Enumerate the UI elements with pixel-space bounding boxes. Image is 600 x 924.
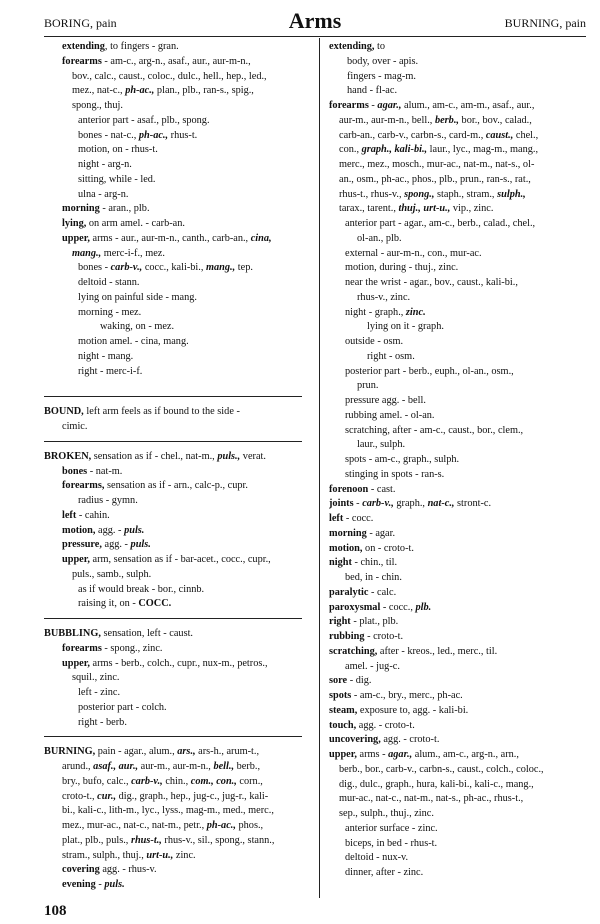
entry-line: upper, arms - agar., alum., am-c., arg-n., arn.,: [329, 749, 519, 760]
entry-line: extending, to: [329, 41, 386, 52]
entry-line: left - cocc.: [329, 513, 374, 524]
entry-line: left - zinc.: [78, 687, 121, 698]
entry-line: night - graph., zinc.: [345, 306, 426, 318]
right-column: [329, 40, 591, 881]
header-right-guide-word: BURNING, pain: [504, 16, 586, 30]
entry-line: mur-ac., nat-c., nat-m., nat-s., ph-ac., rhus-t.,: [339, 793, 524, 805]
entry-line: carb-an., carb-v., carbn-s., card-m., caust., chel.,: [339, 129, 539, 141]
entry-line: mez., nat-c., ph-ac., plan., plb., ran-s., spig.,: [72, 85, 254, 97]
entry-line: rubbing - croto-t.: [329, 631, 404, 642]
entry-line: touch, agg. - croto-t.: [329, 719, 415, 731]
entry-line: sep., sulph., thuj., zinc.: [339, 808, 434, 819]
entry-line: forenoon - cast.: [329, 483, 396, 495]
entry-line: left - cahin.: [62, 509, 110, 521]
entry-line: plat., plb., puls., rhus-t., rhus-v., sil., spong., stann.,: [62, 834, 275, 846]
entry-line: merc., mez., mosch., mur-ac., nat-m., nat-s., ol-: [339, 159, 535, 170]
entry-line: pressure agg. - bell.: [345, 395, 426, 406]
entry-line: scratching, after - kreos., led., merc., til.: [329, 645, 498, 657]
entry-line: posterior part - colch.: [78, 701, 167, 713]
entry-line: dig., dulc., graph., hura, kali-bi., kali-c., mang.,: [339, 778, 534, 790]
entry-line: paroxysmal - cocc., plb.: [329, 601, 432, 613]
entry-line: arund., asaf., aur., aur-m., aur-m-n., bell., berb.,: [62, 761, 261, 772]
entry-line: sitting, while - led.: [78, 173, 156, 185]
entry-line: sore - dig.: [329, 675, 372, 687]
entry-line: lying on painful side - mang.: [78, 291, 197, 303]
entry-line: uncovering, agg. - croto-t.: [329, 734, 440, 746]
entry-line: upper, arms - berb., colch., cupr., nux-m., petros.,: [62, 657, 268, 669]
entry-line: radius - gymn.: [78, 495, 138, 506]
entry-line: posterior part - berb., euph., ol-an., osm.,: [345, 365, 514, 377]
entry-line: stram., sulph., thuj., urt-u., zinc.: [62, 849, 196, 861]
entry-line: body, over - apis.: [347, 55, 419, 67]
spacer: [44, 379, 302, 390]
entry-line: forearms, sensation as if - arn., calc-p., cupr.: [62, 480, 248, 492]
entry-line: ol-an., plb.: [357, 232, 402, 244]
entry-line: motion, on - rhus-t.: [78, 144, 158, 156]
entry-line: stinging in spots - ran-s.: [345, 468, 445, 480]
entry-line: evening - puls.: [62, 879, 125, 890]
entry-line: deltoid - nux-v.: [345, 852, 409, 864]
entry-line: as if would break - bor., cinnb.: [78, 583, 205, 595]
entry-line: puls., samb., sulph.: [72, 568, 152, 580]
header-left-guide-word: BORING, pain: [44, 16, 117, 30]
entry-line: right - berb.: [78, 716, 127, 728]
entry-line: right - osm.: [367, 350, 415, 362]
entry-line: morning - aran., plb.: [62, 203, 150, 215]
entry-line: pressure, agg. - puls.: [62, 539, 151, 551]
entry-line: laur., sulph.: [357, 439, 406, 451]
entry-line: prun.: [357, 380, 379, 392]
entry-line: forearms - spong., zinc.: [62, 642, 163, 654]
entry-line: anterior part - agar., am-c., berb., calad., chel.,: [345, 218, 536, 229]
column-divider: [319, 38, 320, 898]
entry-line: BUBBLING, sensation, left - caust.: [44, 628, 194, 639]
entry-line: BURNING, pain - agar., alum., ars., ars-h., arum-t.,: [44, 746, 260, 758]
entry-line: extending, to fingers - gran.: [62, 41, 179, 52]
entry-line: berb., bor., carb-v., carbn-s., caust., colch., coloc.,: [339, 763, 544, 775]
entry-line: joints - carb-v., graph., nat-c., stront-c.: [329, 498, 492, 510]
entry-line: morning - mez.: [78, 306, 142, 318]
entry-line: spots - am-c., graph., sulph.: [345, 454, 460, 465]
entry-line: aur-m., aur-m-n., bell., berb., bor., bov., calad.,: [339, 114, 532, 126]
entry-line: croto-t., cur., dig., graph., hep., jug-c., jug-r., kali-: [62, 790, 269, 802]
entry-line: biceps, in bed - rhus-t.: [345, 837, 438, 849]
entry-line: upper, arms - aur., aur-m-n., canth., carb-an., cina,: [62, 232, 272, 244]
entry-line: upper, arm, sensation as if - bar-acet., cocc., cupr.,: [62, 554, 271, 565]
entry-line: an., osm., ph-ac., phos., plb., prun., ran-s., rat.,: [339, 173, 531, 185]
entry-line: bov., calc., caust., coloc., dulc., hell., hep., led.,: [72, 70, 267, 82]
entry-line: outside - osm.: [345, 336, 404, 347]
entry-line: forearms - am-c., arg-n., asaf., aur., aur-m-n.,: [62, 55, 251, 67]
entry-line: rubbing amel. - ol-an.: [345, 409, 435, 421]
entry-line: ulna - arg-n.: [78, 188, 129, 200]
entry-line: bones - carb-v., cocc., kali-bi., mang., tep.: [78, 262, 253, 274]
entry-line: dinner, after - zinc.: [345, 867, 424, 878]
entry-line: near the wrist - agar., bov., caust., kali-bi.,: [345, 277, 518, 288]
entry-line: BOUND, left arm feels as if bound to the side -: [44, 406, 240, 418]
entry-line: bry., bufo, calc., carb-v., chin., com., con., corn.,: [62, 775, 263, 787]
entry-line: night - arg-n.: [78, 159, 132, 170]
entry-line: con., graph., kali-bi., laur., lyc., mag-m., mang.,: [339, 144, 539, 156]
entry-line: anterior part - asaf., plb., spong.: [78, 114, 210, 126]
left-column: [44, 40, 302, 893]
entry-line: scratching, after - am-c., caust., bor., clem.,: [345, 424, 524, 436]
page-number: 108: [44, 903, 67, 919]
page-header: [44, 8, 586, 36]
entry-line: cimic.: [62, 421, 88, 432]
entry-line: right - merc-i-f.: [78, 365, 143, 377]
entry-line: amel. - jug-c.: [345, 660, 400, 672]
entry-line: fingers - mag-m.: [347, 70, 416, 82]
entry-line: squil., zinc.: [72, 672, 120, 684]
section-separator: [44, 396, 302, 397]
entry-line: hand - fl-ac.: [347, 85, 398, 97]
section-separator: [44, 736, 302, 737]
entry-line: bones - nat-c., ph-ac., rhus-t.: [78, 129, 198, 141]
entry-line: steam, exposure to, agg. - kali-bi.: [329, 704, 469, 716]
entry-line: motion, on - croto-t.: [329, 542, 414, 554]
entry-line: forearms - agar., alum., am-c., am-m., asaf., aur.,: [329, 100, 535, 111]
entry-line: mez., mur-ac., nat-c., nat-m., petr., ph-ac., phos.,: [62, 820, 264, 831]
entry-line: rhus-v., zinc.: [357, 291, 411, 303]
entry-line: right - plat., plb.: [329, 616, 399, 628]
entry-line: night - mang.: [78, 350, 134, 362]
section-separator: [44, 441, 302, 442]
section-separator: [44, 618, 302, 619]
entry-line: paralytic - calc.: [329, 586, 397, 598]
entry-line: bi., kali-c., lith-m., lyc., lyss., mag-m., med., merc.,: [62, 805, 274, 817]
entry-line: covering agg. - rhus-v.: [62, 864, 157, 876]
header-rule: [44, 36, 586, 37]
entry-line: anterior surface - zinc.: [345, 822, 438, 834]
entry-line: spong., thuj.: [72, 100, 123, 111]
entry-line: motion amel. - cina, mang.: [78, 336, 189, 347]
entry-line: bed, in - chin.: [345, 572, 402, 583]
entry-line: lying on it - graph.: [367, 321, 444, 333]
entry-line: rhus-t., rhus-v., spong., staph., stram., sulph.,: [339, 188, 526, 200]
entry-line: deltoid - stann.: [78, 277, 140, 288]
entry-line: night - chin., til.: [329, 557, 398, 569]
entry-line: bones - nat-m.: [62, 465, 123, 477]
entry-line: morning - agar.: [329, 527, 396, 539]
entry-line: motion, agg. - puls.: [62, 524, 145, 536]
entry-line: tarax., tarent., thuj., urt-u., vip., zinc.: [339, 203, 494, 215]
entry-line: raising it, on - COCC.: [78, 598, 172, 610]
entry-line: mang., merc-i-f., mez.: [72, 247, 165, 259]
entry-line: lying, on arm amel. - carb-an.: [62, 218, 185, 229]
entry-line: external - aur-m-n., con., mur-ac.: [345, 247, 482, 259]
section-title: Arms: [288, 8, 342, 33]
entry-line: BROKEN, sensation as if - chel., nat-m., puls., verat.: [44, 450, 266, 462]
entry-line: motion, during - thuj., zinc.: [345, 262, 459, 274]
entry-line: spots - am-c., bry., merc., ph-ac.: [329, 690, 463, 701]
entry-line: waking, on - mez.: [100, 321, 175, 333]
